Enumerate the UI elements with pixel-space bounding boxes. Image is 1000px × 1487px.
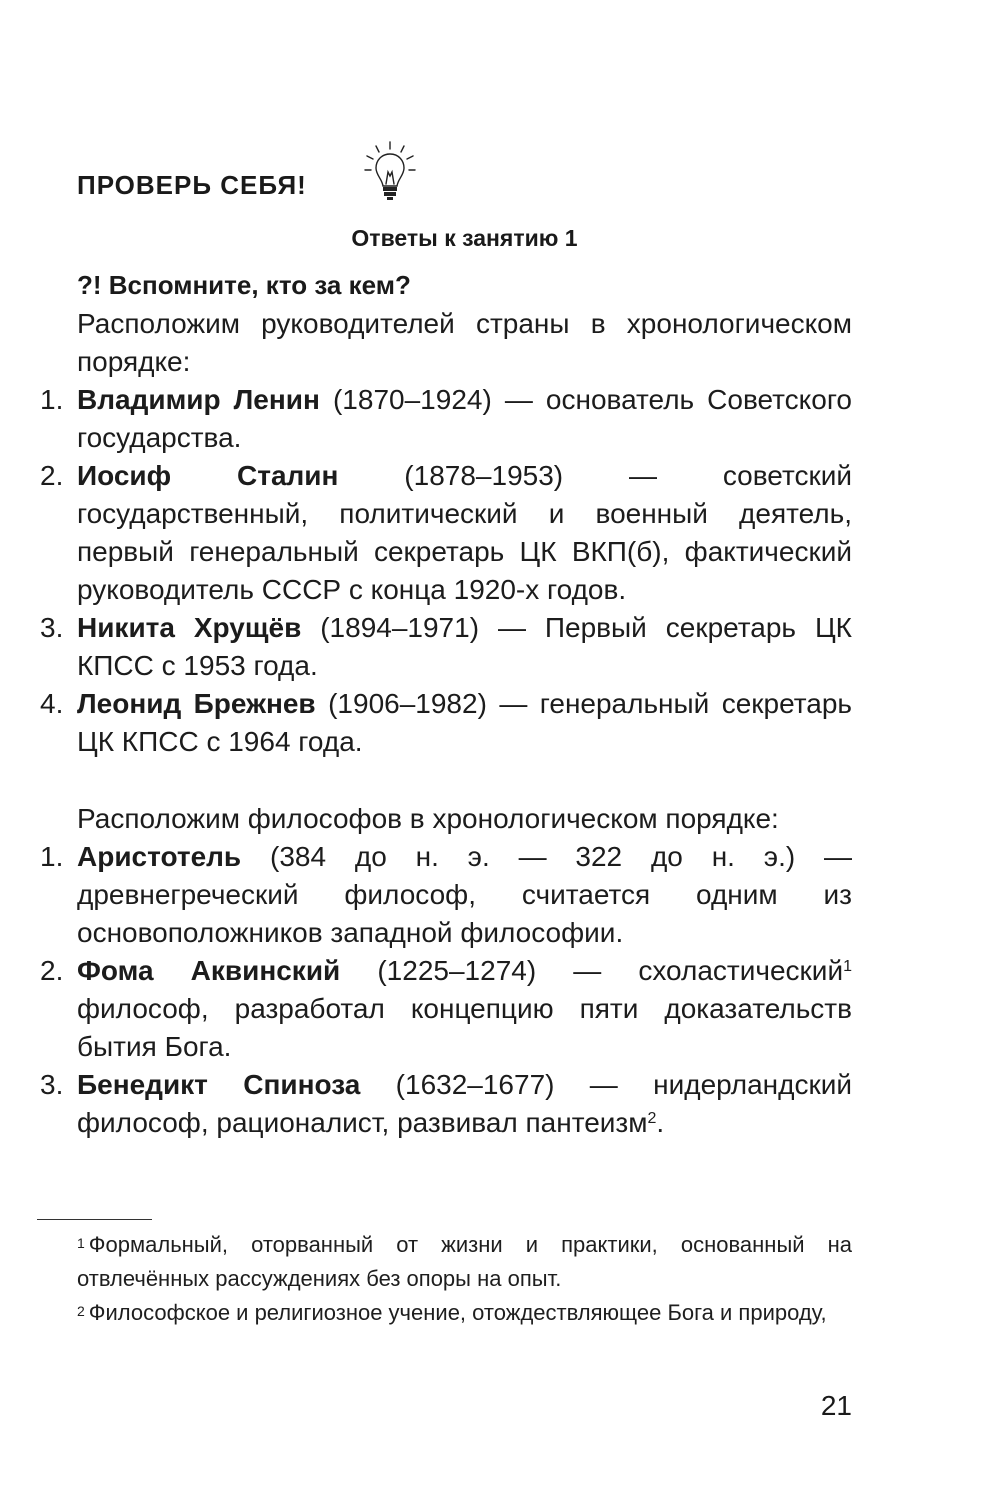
item-text: (1870–1924) — основатель Советского государства. — [77, 384, 852, 453]
list-item — [40, 838, 852, 952]
footnote-text: Философское и религиозное учение, отождествляющее Бога и природу, — [88, 1300, 827, 1325]
item-text: (1906–1982) — генеральный секретарь ЦК КПСС с 1964 года. — [77, 688, 853, 757]
philosophers-intro: Расположим философов в хронологическом порядке: — [77, 803, 779, 834]
question-heading: ?! Вспомните, кто за кем? — [77, 270, 411, 300]
section-subheading: Ответы к занятию 1 — [351, 225, 578, 251]
person-name: Аристотель — [77, 841, 242, 872]
leaders-section — [40, 305, 853, 761]
philosophers-list — [40, 838, 852, 1142]
person-name: Фома Аквинский — [77, 955, 341, 986]
list-item — [40, 609, 852, 685]
person-name: Никита Хрущёв — [77, 612, 302, 643]
person-name: Леонид Брежнев — [77, 688, 316, 719]
list-item — [40, 685, 853, 761]
item-text: (1225–1274) — схоластический — [340, 955, 844, 986]
footnote-reference: 2 — [647, 1110, 657, 1127]
footnote-divider — [37, 1219, 152, 1220]
person-name: Владимир Ленин — [77, 384, 320, 415]
item-number: 3. — [40, 612, 64, 643]
footnote-mark: 1 — [77, 1235, 85, 1251]
list-item — [40, 457, 852, 609]
item-number: 3. — [40, 1069, 64, 1100]
item-text: (1632–1677) — нидерландский философ, рационалист, развивал пантеизм — [77, 1069, 852, 1138]
item-number: 1. — [40, 841, 64, 872]
leaders-intro: Расположим руководителей страны в хронологическом порядке: — [77, 308, 852, 377]
item-text: философ, разработал концепцию пяти доказательств бытия Бога. — [77, 993, 852, 1062]
list-item — [40, 952, 852, 1066]
list-item — [40, 1066, 852, 1142]
footnote-text: Формальный, оторванный от жизни и практики, основанный на отвлечённых рассуждениях без опоры на опыт. — [77, 1232, 852, 1291]
item-number: 2. — [40, 460, 64, 491]
lightbulb-icon — [362, 140, 418, 204]
book-page — [40, 0, 853, 1487]
page-number: 21 — [820, 1390, 852, 1421]
footnotes — [77, 1228, 852, 1330]
item-number: 2. — [40, 955, 64, 986]
person-name: Бенедикт Спиноза — [77, 1069, 361, 1100]
footnote-mark: 2 — [77, 1303, 85, 1319]
item-number: 1. — [40, 384, 64, 415]
item-text: (1894–1971) — Первый секретарь ЦК КПСС с 1953 года. — [77, 612, 852, 681]
philosophers-section — [40, 800, 852, 1142]
item-text: . — [656, 1107, 665, 1138]
footnote — [77, 1296, 852, 1330]
footnote — [77, 1228, 852, 1296]
item-number: 4. — [40, 688, 64, 719]
page-heading: ПРОВЕРЬ СЕБЯ! — [77, 170, 307, 200]
person-name: Иосиф Сталин — [77, 460, 339, 491]
item-text: (1878–1953) — советский государственный, политический и военный деятель, первый генеральный секретарь ЦК ВКП(б), фактический руководитель СССР с конца 1920-х годов. — [77, 460, 852, 605]
leaders-list — [40, 381, 853, 761]
item-text: (384 до н. э. — 322 до н. э.) — древнегреческий философ, считается одним из основоположников западной философии. — [77, 841, 852, 948]
footnote-reference: 1 — [843, 958, 852, 975]
list-item — [40, 381, 852, 457]
